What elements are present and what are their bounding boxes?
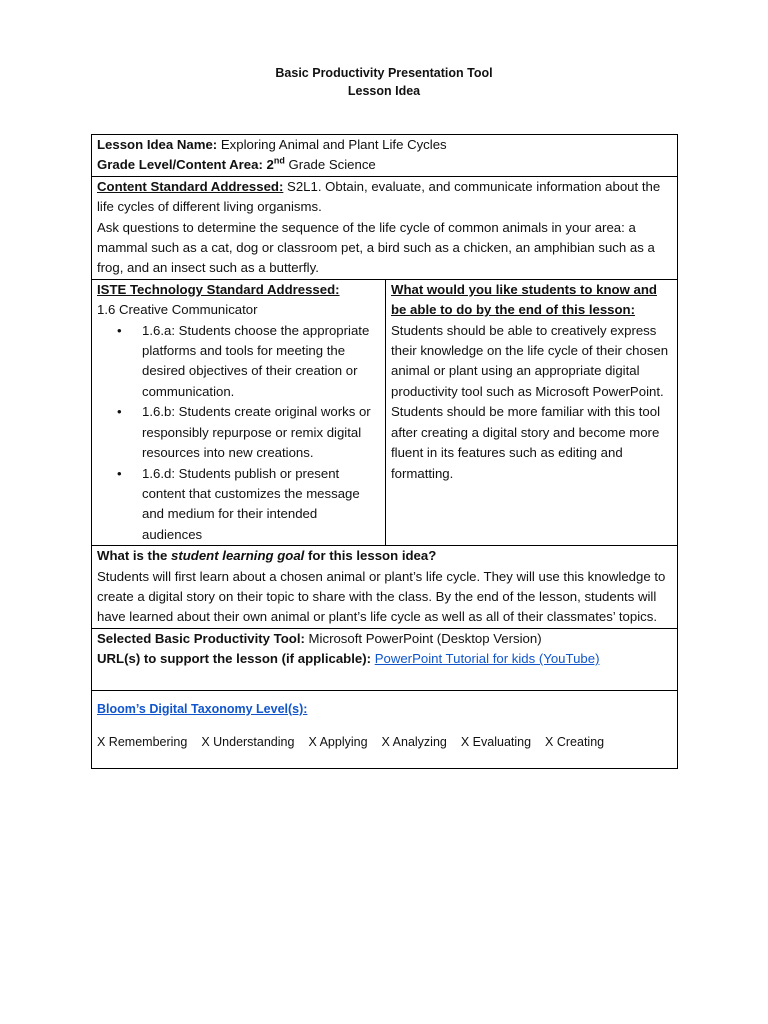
- iste-standard-name: 1.6 Creative Communicator: [97, 302, 258, 318]
- learning-goal-label-post: for this lesson idea?: [304, 548, 437, 564]
- learning-goal-text: Students will first learn about a chosen animal or plant’s life cycle. They will use this knowledge to create a digital story on their topic to share with the class. By the end of the lesson, students will have learned about their own animal or plant’s life cycle as well as all of their classmates’ topics.: [97, 568, 666, 625]
- tool-line: [97, 629, 672, 649]
- iste-item-1-6-d: • 1.6.d: Students publish or present content that customizes the message and medium for their intended audiences: [142, 464, 380, 546]
- bloom-level-analyzing: X Analyzing: [381, 734, 447, 749]
- grade-level-line: [97, 155, 672, 175]
- bloom-taxonomy-heading: Bloom’s Digital Taxonomy Level(s):: [97, 701, 308, 716]
- learning-goal-label-pre: What is the: [97, 548, 171, 564]
- document-header: [0, 64, 768, 100]
- iste-item-1-6-a: • 1.6.a: Students choose the appropriate platforms and tools for meeting the desired objectives of their creation or communication.: [142, 321, 380, 403]
- content-standard-text: S2L1. Obtain, evaluate, and communicate information about the life cycles of different living organisms.: [97, 178, 661, 215]
- bloom-level-remembering: X Remembering: [97, 734, 188, 749]
- lesson-form-table: [91, 134, 678, 769]
- bloom-level-understanding: X Understanding: [201, 734, 295, 749]
- lesson-name-row: [92, 135, 677, 176]
- learning-outcomes-cell: [386, 280, 677, 545]
- document-title: Basic Productivity Presentation Tool: [275, 66, 493, 80]
- iste-standard-list: [97, 321, 380, 545]
- bloom-levels-list: [97, 732, 672, 752]
- bloom-level-creating: X Creating: [545, 734, 605, 749]
- standards-row: [92, 279, 677, 545]
- document-subtitle: Lesson Idea: [347, 84, 421, 98]
- learning-goal-label: [97, 546, 672, 566]
- learning-goal-row: [92, 545, 677, 628]
- learning-outcomes-label: What would you like students to know and be able to do by the end of this lesson:: [391, 281, 657, 318]
- url-label: URL(s) to support the lesson (if applicable):: [97, 651, 372, 667]
- tool-value: Microsoft PowerPoint (Desktop Version): [304, 630, 542, 646]
- learning-outcomes-text: Students should be able to creatively express their knowledge on the life cycle of their chosen animal or plant using an appropriate digital productivity tool such as Microsoft PowerPoint. Students should be more familiar with this tool after creating a digital story and become more fluent in its features such as editing and formatting.: [391, 322, 669, 481]
- bloom-row: [92, 690, 677, 753]
- content-standard-row: [92, 176, 677, 279]
- learning-goal-label-emphasis: student learning goal: [171, 548, 305, 564]
- iste-item-1-6-b: • 1.6.b: Students create original works or responsibly repurpose or remix digital resources into new creations.: [142, 402, 380, 463]
- iste-standard-cell: [92, 280, 386, 545]
- url-line: [97, 649, 672, 669]
- bloom-level-applying: X Applying: [308, 734, 368, 749]
- tool-label: Selected Basic Productivity Tool:: [97, 630, 305, 646]
- content-standard-line: [97, 177, 672, 218]
- bloom-level-evaluating: X Evaluating: [460, 734, 532, 749]
- content-standard-detail: Ask questions to determine the sequence of the life cycle of common animals in your area: a mammal such as a cat, dog or classroom pet, a bird such as a chicken, an amphibian such as a frog, and an insect such as a butterfly.: [97, 219, 655, 276]
- grade-subject: Grade Science: [284, 157, 376, 173]
- grade-level-label: Grade Level/Content Area:: [97, 157, 263, 173]
- grade-number: 2: [262, 157, 274, 173]
- lesson-name-value: Exploring Animal and Plant Life Cycles: [217, 137, 447, 152]
- content-standard-label: Content Standard Addressed:: [97, 178, 284, 194]
- tool-row: [92, 628, 677, 690]
- powerpoint-tutorial-link[interactable]: PowerPoint Tutorial for kids (YouTube): [374, 651, 600, 667]
- lesson-name-line: [97, 135, 672, 155]
- grade-suffix: nd: [273, 156, 285, 167]
- iste-standard-label: ISTE Technology Standard Addressed:: [97, 281, 340, 297]
- lesson-name-label: Lesson Idea Name:: [97, 137, 218, 152]
